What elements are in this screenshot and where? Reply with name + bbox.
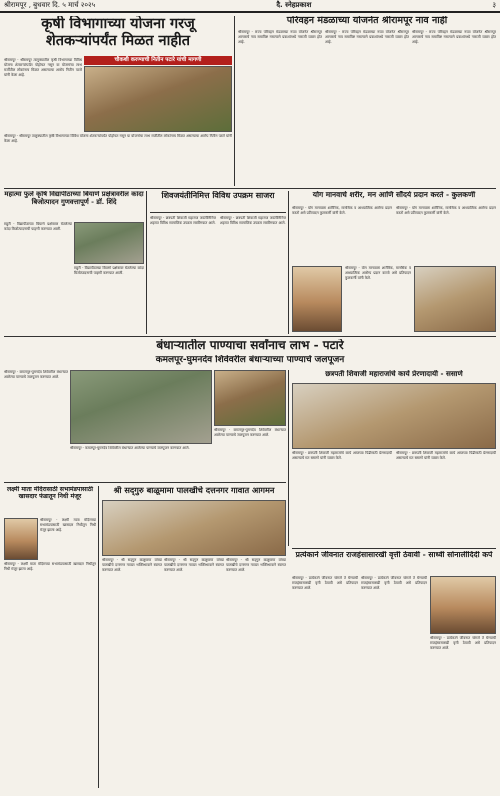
article-shivjayanti-col1: श्रीरामपूर - छत्रपती शिवाजी महाराज जयंतीनिमित्त शहरात विविध सामाजिक उपक्रम राबविण्यात आले. — [150, 216, 216, 225]
photo-krushi — [84, 66, 232, 132]
article-bandhara-col2: श्रीरामपूर - कमलपूर-घुमनदेव शिवेवरील बंधाऱ्यात आलेल्या पाण्याचे जलपूजन करण्यात आले. — [70, 446, 190, 450]
photo-laxmi — [4, 518, 38, 560]
article-balumama-col3: श्रीरामपूर - श्री सद्‌गुरु बाळूमामा यांच्या पालखीचे दत्तनगर गावात भक्तिभावाने स्वागत करण्यात आले. — [226, 558, 286, 572]
article-krushi-lead: श्रीरामपूर - श्रीरामपूर तालुक्यातील कृषी विभागाच्या विविध योजना शेतकऱ्यांपर्यंत पोहोचत नसून या योजनांचा लाभ मर्जीतील लोकांनाच मिळत असल्याचा आरोप नितीन पटारे यांनी केला आहे. — [4, 58, 82, 77]
photo-bandhara-2 — [214, 370, 286, 426]
article-bandhara-col1: श्रीरामपूर - कमलपूर-घुमनदेव शिवेवरील बंधाऱ्यात आलेल्या पाण्याचे जलपूजन करण्यात आले. — [4, 370, 68, 379]
headline-parivahan: परिवहन मंडळाच्या योजनेत श्रीरामपूर नाव नाही — [286, 16, 448, 26]
headline-yog: योग मानवाचे शरीर, मन आणि सौंदर्य प्रदान करते - कुलकर्णी — [312, 191, 476, 199]
photo-bandhara — [70, 370, 212, 444]
article-balumama-col1: श्रीरामपूर - श्री सद्‌गुरु बाळूमामा यांच्या पालखीचे दत्तनगर गावात भक्तिभावाने स्वागत करण्यात आले. — [102, 558, 162, 572]
headline-shivaji: छत्रपती शिवाजी महाराजांचे कार्य प्रेरणादायी - ससाणे — [325, 370, 463, 378]
photo-balumama — [102, 500, 286, 556]
article-rajhans-col3: श्रीरामपूर - प्रत्येकाने जीवनात चांगले ते घेण्याची राजहंसासारखी वृत्ती ठेवावी असे प्रतिपादन करण्यात आले. — [430, 636, 496, 650]
article-bandhara-col3: श्रीरामपूर - कमलपूर-घुमनदेव शिवेवरील बंधाऱ्यात आलेल्या पाण्याचे जलपूजन करण्यात आले. — [214, 428, 286, 437]
article-parivahan-col1: श्रीरामपूर - राज्य परिवहन मंडळाच्या नव्या योजनेत श्रीरामपूर आगाराचे नाव समाविष्ट नसल्याने प्रवाशांमध्ये नाराजी व्यक्त होत आहे. — [238, 30, 322, 44]
issue-date: श्रीरामपूर , बुधवार दि. ५ मार्च २०२५ — [4, 1, 96, 9]
paper-name: दै. स्नेहप्रकाश — [276, 1, 312, 9]
page-number: ३ — [492, 1, 496, 9]
subhead-bandhara: कमलपूर-घुमनदेव शिवेवरील बंधाऱ्याच्या पाण्याचे जलपूजन — [155, 355, 345, 365]
photo-yog — [292, 266, 342, 332]
article-parivahan-col2: श्रीरामपूर - राज्य परिवहन मंडळाच्या नव्या योजनेत श्रीरामपूर आगाराचे नाव समाविष्ट नसल्याने प्रवाशांमध्ये नाराजी व्यक्त होत आहे. — [325, 30, 409, 44]
photo-yog-event — [414, 266, 496, 332]
article-vidyapith-col1: राहुरी - विद्यापीठाच्या बियाणे प्रक्षेत्रावर घेतलेल्या कांदा बिजोत्पादनाची पाहणी करण्यात आली. — [4, 222, 72, 231]
masthead — [0, 0, 500, 13]
article-vidyapith-col2: राहुरी - विद्यापीठाच्या बियाणे प्रक्षेत्रावर घेतलेल्या कांदा बिजोत्पादनाची पाहणी करण्यात आली. — [74, 266, 144, 275]
banner-krushi: चौकशी करण्याची नितीन पटारे यांची मागणी — [84, 56, 232, 65]
article-parivahan-col3: श्रीरामपूर - राज्य परिवहन मंडळाच्या नव्या योजनेत श्रीरामपूर आगाराचे नाव समाविष्ट नसल्याने प्रवाशांमध्ये नाराजी व्यक्त होत आहे. — [412, 30, 496, 44]
article-shivjayanti-col2: श्रीरामपूर - छत्रपती शिवाजी महाराज जयंतीनिमित्त शहरात विविध सामाजिक उपक्रम राबविण्यात आले. — [220, 216, 286, 225]
article-shivaji-col1: श्रीरामपूर - छत्रपती शिवाजी महाराजांचे कार्य आजच्या पिढीसाठी प्रेरणादायी असल्याचे मत ससाणे यांनी व्यक्त केले. — [292, 451, 392, 460]
photo-shivaji — [292, 383, 496, 449]
article-balumama-col2: श्रीरामपूर - श्री सद्‌गुरु बाळूमामा यांच्या पालखीचे दत्तनगर गावात भक्तिभावाने स्वागत करण्यात आले. — [164, 558, 224, 572]
headline-balumama: श्री सद्‌गुरु बाळूमामा पालखीचे दत्तनगर गावात आगमन — [113, 486, 275, 495]
headline-shivjayanti: शिवजयंतीनिमित्त विविध उपक्रम साजरा — [150, 191, 286, 213]
article-yog-col3: श्रीरामपूर - योग मानवाला शारीरिक, मानसिक व आध्यात्मिक आरोग्य प्रदान करतो असे प्रतिपादन कुलकर्णी यांनी केले. — [345, 266, 411, 280]
headline-rajhans: प्रत्येकाने जीवनात राजहंसासारखी वृत्ती ठेवावी - साध्वी सोनालीदिदी कर्पे — [295, 551, 493, 559]
article-krushi-body: श्रीरामपूर - श्रीरामपूर तालुक्यातील कृषी विभागाच्या विविध योजना शेतकऱ्यांपर्यंत पोहोचत नसून या योजनांचा लाभ मर्जीतील लोकांनाच मिळत असल्याचा आरोप नितीन पटारे यांनी केला आहे. — [4, 134, 232, 143]
headline-bandhara: बंधाऱ्यातील पाण्याचा सर्वांनाच लाभ - पटारे — [156, 339, 344, 352]
article-laxmi-col1: श्रीरामपूर - लक्ष्मी माता मंदिराच्या सभामंडपासाठी खासदार निधीतून निधी मंजूर झाला आहे. — [40, 518, 96, 532]
headline-laxmi: लक्ष्मी माता मंदिरासाठी सभामंडपासाठी खासदार फंडातून निधी मंजूर — [6, 486, 94, 501]
headline-krushi: कृषी विभागाच्या योजना गरजू शेतकऱ्यांपर्यंत मिळत नाहीत — [41, 16, 195, 49]
photo-vidyapith — [74, 222, 144, 264]
article-laxmi-col2: श्रीरामपूर - लक्ष्मी माता मंदिराच्या सभामंडपासाठी खासदार निधीतून निधी मंजूर झाला आहे. — [4, 562, 96, 571]
headline-vidyapith: महात्मा फुले कृषि विद्यापीठाच्या बियाणे प्रक्षेत्रावरील कांदा बिजोत्पादन गुणवत्तापूर्ण - डॉ. शिंदे — [4, 191, 144, 206]
article-rajhans-col2: श्रीरामपूर - प्रत्येकाने जीवनात चांगले ते घेण्याची राजहंसासारखी वृत्ती ठेवावी असे प्रतिपादन करण्यात आले. — [361, 576, 427, 590]
article-yog-col2: श्रीरामपूर - योग मानवाला शारीरिक, मानसिक व आध्यात्मिक आरोग्य प्रदान करतो असे प्रतिपादन कुलकर्णी यांनी केले. — [396, 206, 496, 215]
photo-rajhans — [430, 576, 496, 634]
article-rajhans-col1: श्रीरामपूर - प्रत्येकाने जीवनात चांगले ते घेण्याची राजहंसासारखी वृत्ती ठेवावी असे प्रतिपादन करण्यात आले. — [292, 576, 358, 590]
article-yog-col1: श्रीरामपूर - योग मानवाला शारीरिक, मानसिक व आध्यात्मिक आरोग्य प्रदान करतो असे प्रतिपादन कुलकर्णी यांनी केले. — [292, 206, 392, 215]
article-shivaji-col2: श्रीरामपूर - छत्रपती शिवाजी महाराजांचे कार्य आजच्या पिढीसाठी प्रेरणादायी असल्याचे मत ससाणे यांनी व्यक्त केले. — [396, 451, 496, 460]
